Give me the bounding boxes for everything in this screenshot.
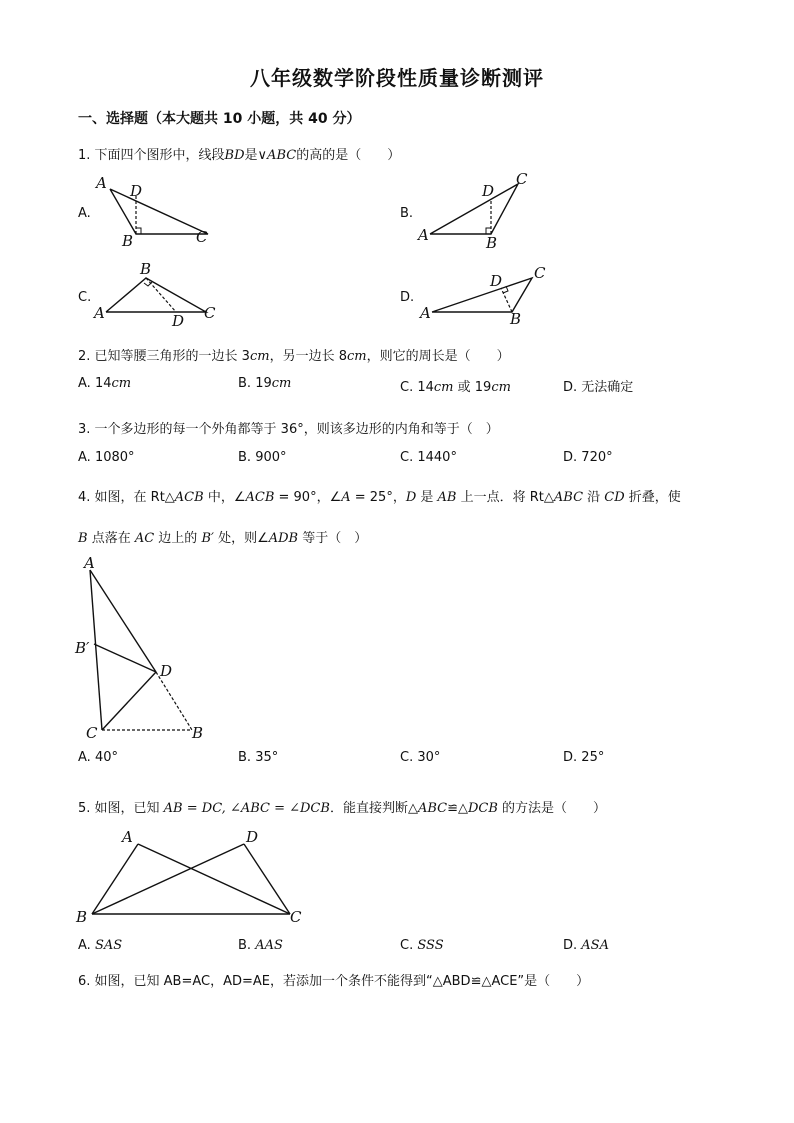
q1-figure-d [416, 262, 556, 328]
q1a-label-c: C [196, 228, 208, 246]
question-4-stem-line2: B 点落在 AC 边上的 B′ 处，则∠ADB 等于（ ） [78, 531, 368, 546]
q1b-label-a: A [418, 226, 429, 244]
q3-option-d: D. 720° [563, 450, 613, 465]
q3-option-a: A. 1080° [78, 450, 135, 465]
q1b-label-d: D [482, 182, 495, 200]
q1-figure-c [90, 258, 230, 328]
q2-option-b: B. 19cm [238, 376, 292, 391]
q5-figure [70, 824, 310, 928]
q4-label-d: D [160, 662, 173, 680]
q1a-label-d: D [130, 182, 143, 200]
q1-option-d-label: D. [400, 290, 415, 305]
question-4-stem-line1: 4. 如图，在 Rt△ACB 中，∠ACB = 90°，∠A = 25°，D 是 AB 上一点．将 Rt△ABC 沿 CD 折叠，使 [78, 490, 681, 505]
q4-label-bprime: B′ [75, 639, 90, 657]
q2-option-d: D. 无法确定 [563, 380, 634, 395]
q4-option-b: B. 35° [238, 750, 279, 765]
q5-label-b: B [76, 908, 88, 926]
q1d-label-c: C [534, 264, 546, 282]
q3-option-b: B. 900° [238, 450, 287, 465]
q1d-label-a: A [420, 304, 431, 322]
question-3-stem: 3. 一个多边形的每一个外角都等于 36°，则该多边形的内角和等于（ ） [78, 422, 499, 437]
q2-option-c: C. 14cm 或 19cm [400, 380, 511, 395]
q1-figure-a [90, 172, 220, 252]
q2-option-a: A. 14cm [78, 376, 132, 391]
q5-option-b: B. AAS [238, 938, 283, 953]
q1b-label-c: C [516, 170, 528, 188]
section-heading: 一、选择题（本大题共 10 小题，共 40 分） [78, 111, 361, 127]
q5-label-d: D [246, 828, 259, 846]
q1-figure-b [416, 170, 546, 252]
q5-label-a: A [122, 828, 133, 846]
page-title: 八年级数学阶段性质量诊断测评 [250, 66, 544, 90]
q1-option-b-label: B. [400, 206, 414, 221]
q5-option-d: D. ASA [563, 938, 609, 953]
q1c-label-b: B [140, 260, 152, 278]
q1c-label-a: A [94, 304, 105, 322]
q1d-label-d: D [490, 272, 503, 290]
q4-option-c: C. 30° [400, 750, 441, 765]
q4-figure [70, 552, 220, 746]
question-1-stem: 1. 下面四个图形中，线段BD是∨ABC的高的是（ ） [78, 148, 401, 163]
q1c-label-c: C [204, 304, 216, 322]
q1d-label-b: B [510, 310, 522, 328]
q1b-label-b: B [486, 234, 498, 252]
q1-option-c-label: C. [78, 290, 92, 305]
question-6-stem: 6. 如图，已知 AB=AC，AD=AE，若添加一个条件不能得到“△ABD≌△ACE”是（ ） [78, 974, 590, 989]
q1-option-a-label: A. [78, 206, 91, 221]
q4-option-d: D. 25° [563, 750, 605, 765]
q1c-label-d: D [172, 312, 185, 328]
q5-label-c: C [290, 908, 302, 926]
question-5-stem: 5. 如图，已知 AB = DC, ∠ABC = ∠DCB．能直接判断△ABC≌△DCB 的方法是（ ） [78, 801, 607, 816]
q1a-label-a: A [96, 174, 107, 192]
q4-option-a: A. 40° [78, 750, 118, 765]
q1a-label-b: B [122, 232, 134, 250]
q5-option-c: C. SSS [400, 938, 444, 953]
q4-label-c: C [86, 724, 98, 742]
q4-label-a: A [84, 554, 95, 572]
q3-option-c: C. 1440° [400, 450, 457, 465]
q5-option-a: A. SAS [78, 938, 123, 953]
q4-label-b: B [192, 724, 204, 742]
question-2-stem: 2. 已知等腰三角形的一边长 3cm，另一边长 8cm，则它的周长是（ ） [78, 349, 510, 364]
